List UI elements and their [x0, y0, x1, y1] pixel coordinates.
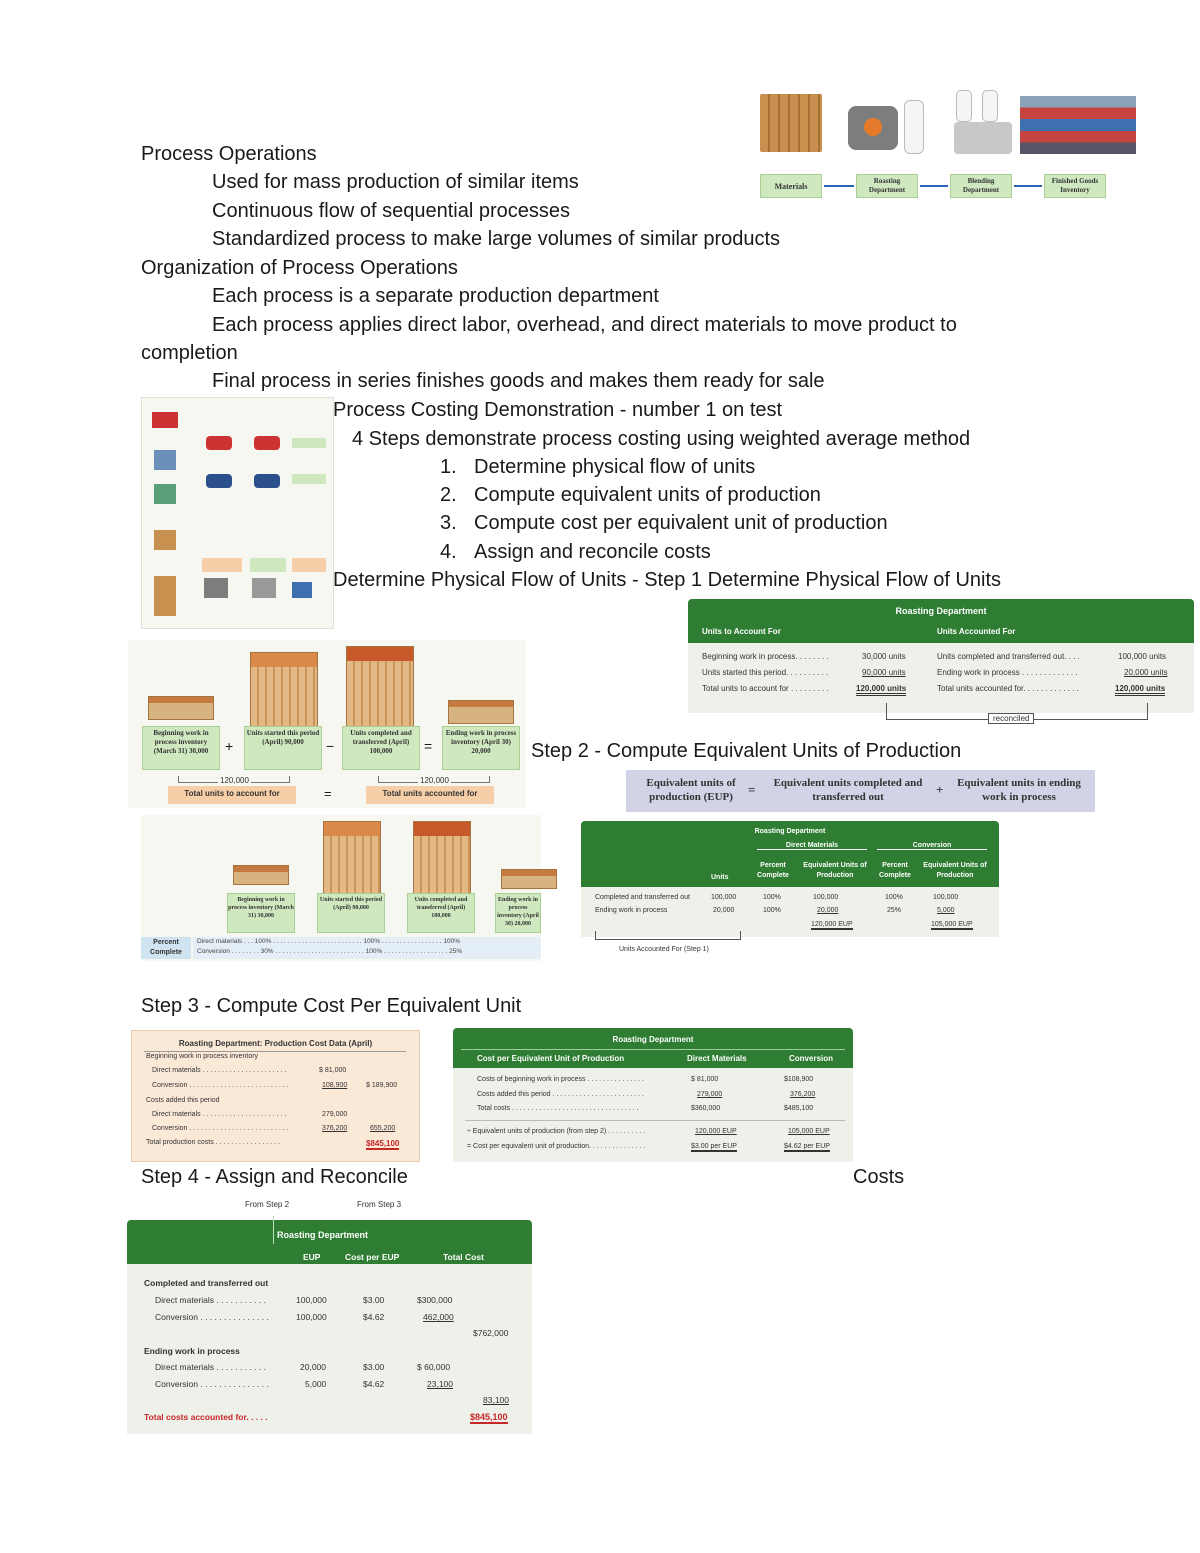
heading-demo: Process Costing Demonstration - number 1 on test [333, 399, 783, 421]
flow-label-roasting: Roasting Department [856, 174, 918, 198]
chef-image [904, 100, 924, 154]
minus-operator: − [326, 738, 335, 754]
col-header: Percent Complete [757, 862, 789, 879]
row-value: $ 81,000 [319, 1067, 347, 1074]
row-value: $300,000 [417, 1295, 453, 1305]
production-cost-data-table [131, 1030, 420, 1162]
grand-total-label: Total costs accounted for. . . . . [144, 1412, 268, 1422]
row-label: Conversion . . . . . . . . . . . . . . . [155, 1312, 269, 1322]
row-value: 5,000 [937, 907, 955, 914]
step-item: Assign and reconcile costs [474, 541, 711, 563]
crate-image [413, 821, 471, 895]
row-label: Total production costs . . . . . . . . . . . . . . . . . [146, 1139, 280, 1146]
section-header: Completed and transferred out [144, 1278, 269, 1288]
grand-total-value: $845,100 [470, 1412, 508, 1422]
row-value: 100,000 [711, 894, 737, 901]
subtotal-label: 120,000 [420, 776, 449, 785]
total-eup-dm: 120,000 EUP [811, 921, 853, 928]
row-label: Conversion . . . . . . . . . . . . . . . . . . . . . . . . . . [152, 1082, 289, 1089]
heading-step4: Step 4 - Assign and Reconcile [141, 1166, 408, 1188]
step-item: Compute cost per equivalent unit of production [474, 512, 888, 534]
row-value: 279,000 [322, 1111, 348, 1118]
row-value: 23,100 [427, 1379, 453, 1389]
chef-image [956, 90, 972, 122]
eup-formula [626, 770, 1095, 812]
row-value: 462,000 [423, 1312, 454, 1322]
units-completed-box: Units completed and transferred (April) 100,000 [342, 726, 420, 770]
from-step3-label: From Step 3 [357, 1200, 402, 1209]
col-header: Units [711, 874, 729, 881]
total-eup-conversion: 105,000 EUP [931, 921, 973, 928]
blending-vat-image [954, 122, 1012, 154]
heading-step4-end: Costs [853, 1166, 905, 1188]
row-value: 20,000 [817, 907, 839, 914]
step4-assign-costs-table [127, 1196, 532, 1434]
flow-arrow [824, 185, 854, 187]
row-label: Total units to account for . . . . . . . . . [702, 684, 829, 693]
figure-icon [154, 450, 176, 470]
flow-arrow [1014, 185, 1042, 187]
cost-per-eup-table [453, 1028, 853, 1162]
row-value: $3.00 [363, 1362, 385, 1372]
bullet-item: Each process is a separate production department [212, 285, 659, 307]
heading-step1: Determine Physical Flow of Units - Step 1 Determine Physical Flow of Units [333, 569, 1002, 591]
roaster-fire-image [864, 118, 882, 136]
row-value: 25% [887, 907, 902, 914]
row-value: 100% [763, 907, 781, 914]
row-value: 5,000 [305, 1379, 327, 1389]
equals-operator: = [424, 738, 433, 754]
raw-materials-image [760, 94, 822, 152]
col-header: Equivalent Units of Production [923, 862, 987, 879]
flow-label-finished-goods: Finished Goods Inventory [1044, 174, 1106, 198]
car-icon [206, 474, 232, 488]
row-label: Costs added this period . . . . . . . . . . . . . . . . . . . . . . . . [477, 1091, 644, 1098]
car-icon [206, 436, 232, 450]
bullet-item: Used for mass production of similar items [212, 171, 579, 193]
crate-image [346, 646, 414, 728]
beginning-wip-box: Beginning work in process inventory (March 31) 30,000 [227, 893, 295, 933]
reconciled-label: reconciled [988, 713, 1034, 724]
row-value: 655,200 [370, 1125, 396, 1132]
table-title: Roasting Department [754, 828, 826, 835]
row-label: Beginning work in process. . . . . . . . [702, 652, 829, 661]
row-value: 100,000 [296, 1295, 327, 1305]
right-column-header: Units Accounted For [937, 627, 1016, 636]
row-value: 30,000 units [862, 652, 906, 661]
beginning-wip-box: Beginning work in process inventory (March 31) 30,000 [142, 726, 220, 770]
flow-arrow [920, 185, 948, 187]
flow-label-blending: Blending Department [950, 174, 1012, 198]
figure-icon [204, 578, 228, 598]
row-label: Units started this period. . . . . . . . . . [702, 668, 829, 677]
row-label: Direct materials . . . . . . . . . . . [155, 1362, 266, 1372]
units-completed-box: Units completed and transferred (April) 100,000 [407, 893, 475, 933]
col-header: Total Cost [443, 1252, 484, 1262]
step-number: 3. [440, 512, 457, 534]
row-label: = Cost per equivalent unit of production. . . . . . . . . . . . . . . [467, 1143, 646, 1150]
table-title: Roasting Department: Production Cost Data (April) [178, 1039, 373, 1048]
from-step2-label: From Step 2 [245, 1200, 290, 1209]
row-value: $ 81,000 [691, 1076, 719, 1083]
step-number: 4. [440, 541, 457, 563]
plus-operator: + [225, 738, 234, 754]
table-title: Roasting Department [277, 1230, 369, 1240]
table-title: Roasting Department [895, 606, 987, 616]
row-value: 100,000 [933, 894, 959, 901]
col-header: Direct Materials [687, 1054, 747, 1063]
demo-subtitle: 4 Steps demonstrate process costing using weighted average method [352, 428, 971, 450]
table-title: Roasting Department [612, 1035, 694, 1044]
heading-process-operations: Process Operations [141, 143, 317, 165]
col-header: Equivalent Units of Production [803, 862, 867, 879]
step-number: 1. [440, 456, 457, 478]
pallet-image [148, 696, 214, 720]
percent-complete-label: Percent Complete [141, 937, 191, 959]
row-value: 20,000 [300, 1362, 326, 1372]
row-label: Total costs . . . . . . . . . . . . . . . . . . . . . . . . . . . . . . . . . [477, 1105, 639, 1112]
left-column-header: Units to Account For [702, 627, 781, 636]
percent-complete-figure [141, 815, 541, 961]
row-total: 120,000 units [856, 684, 906, 696]
section-total: 83,100 [483, 1395, 509, 1405]
units-started-box: Units started this period (April) 90,000 [317, 893, 385, 933]
row-value: 20,000 [713, 907, 735, 914]
bullet-item: Continuous flow of sequential processes [212, 200, 570, 222]
pallet-image [233, 865, 289, 885]
row-value: $4.62 [363, 1379, 385, 1389]
car-icon [254, 436, 280, 450]
step2-note: Units Accounted For (Step 1) [619, 946, 709, 953]
figure-box [292, 438, 326, 448]
cost-per-eup-conversion: $4.62 per EUP [784, 1143, 830, 1150]
col-header: Cost per Equivalent Unit of Production [477, 1054, 625, 1063]
row-value: 90,000 units [862, 668, 906, 677]
row-label: Completed and transferred out [595, 894, 690, 901]
section-header: Ending work in process [144, 1346, 240, 1356]
step-number: 2. [440, 484, 457, 506]
row-value: 279,000 [697, 1091, 723, 1098]
ending-wip-box: Ending work in process inventory (April 30) 20,000 [442, 726, 520, 770]
row-value: 120,000 EUP [695, 1128, 737, 1135]
step-item: Determine physical flow of units [474, 456, 756, 478]
row-label: Beginning work in process inventory [146, 1053, 259, 1060]
equals-operator: = [324, 786, 332, 801]
row-label: Direct materials . . . . . . . . . . . . . . . . . . . . . . [152, 1067, 287, 1074]
row-label: Conversion . . . . . . . . . . . . . . . . . . . . . . . . . . [152, 1125, 289, 1132]
col-header: Cost per EUP [345, 1252, 400, 1262]
row-value: 100% [763, 894, 781, 901]
heading-step3: Step 3 - Compute Cost Per Equivalent Unit [141, 995, 522, 1017]
row-label: Ending work in process . . . . . . . . . . . . . [937, 668, 1078, 677]
bracket [595, 931, 741, 940]
bullet-item: Standardized process to make large volumes of similar products [212, 228, 781, 250]
bullet-item: Final process in series finishes goods and makes them ready for sale [212, 370, 825, 392]
units-started-box: Units started this period (April) 90,000 [244, 726, 322, 770]
row-label: Units completed and transferred out. . . . [937, 652, 1080, 661]
figure-box [292, 474, 326, 484]
heading-step2: Step 2 - Compute Equivalent Units of Production [531, 740, 962, 762]
row-value: $ 189,900 [366, 1082, 398, 1089]
row-value: $108,900 [784, 1076, 814, 1083]
formula-right: Equivalent units in ending work in process [957, 777, 1081, 803]
formula-plus: + [936, 782, 944, 797]
row-value: 20,000 units [1124, 668, 1168, 677]
figure-box [250, 558, 286, 572]
row-value: 100,000 [296, 1312, 327, 1322]
step2-eup-table [581, 821, 999, 963]
row-value: 100,000 units [1118, 652, 1167, 661]
formula-left: Equivalent units of production (EUP) [646, 777, 736, 803]
row-value: $3.00 [363, 1295, 385, 1305]
crate-image [323, 821, 381, 895]
row-label: Direct materials . . . . . . . . . . . . . . . . . . . . . . [152, 1111, 287, 1118]
warehouse-image [1020, 96, 1136, 154]
percent-row-materials: Direct materials . . . 100% . . . . . . . . . . . . . . . . . . . . . . . . . 100% . . . . . . . . . . . . . . . . . 100% [197, 938, 460, 945]
flow-label-materials: Materials [760, 174, 822, 198]
col-header: Percent Complete [879, 862, 911, 879]
row-label: Ending work in process [595, 907, 668, 914]
chef-image [982, 90, 998, 122]
row-label: Costs added this period [146, 1097, 220, 1104]
pallet-image [501, 869, 557, 889]
total-to-account-box: Total units to account for [168, 786, 296, 804]
col-header: Conversion [789, 1054, 834, 1063]
total-accounted-box: Total units accounted for [366, 786, 494, 804]
figure-icon [252, 578, 276, 598]
process-flow-figure [756, 86, 1139, 206]
figure-box [292, 558, 326, 572]
figure-icon [292, 582, 312, 598]
row-value: 108,900 [322, 1082, 348, 1089]
row-label: ÷ Equivalent units of production (from step 2) . . . . . . . . . . [467, 1128, 646, 1135]
row-value: $4.62 [363, 1312, 385, 1322]
bullet-item: Each process applies direct labor, overhead, and direct materials to move product to [212, 314, 957, 336]
row-value: 376,200 [322, 1125, 348, 1132]
figure-icon [154, 576, 176, 616]
row-value: $485,100 [784, 1105, 814, 1112]
figure-icon [154, 530, 176, 550]
cost-per-eup-dm: $3.00 per EUP [691, 1143, 737, 1150]
row-label: Conversion . . . . . . . . . . . . . . . [155, 1379, 269, 1389]
ending-wip-box: Ending work in process inventory (April 30) 20,000 [495, 893, 541, 933]
crate-image [250, 652, 318, 728]
direct-materials-header: Direct Materials [757, 842, 867, 850]
row-value: 100% [885, 894, 903, 901]
step-item: Compute equivalent units of production [474, 484, 821, 506]
row-value: $ 60,000 [417, 1362, 451, 1372]
row-label: Direct materials . . . . . . . . . . . [155, 1295, 266, 1305]
job-vs-process-figure [141, 397, 334, 629]
formula-equals: = [748, 782, 756, 797]
row-value: 376,200 [790, 1091, 816, 1098]
bullet-item-continuation: completion [141, 342, 238, 364]
row-label: Costs of beginning work in process . . . . . . . . . . . . . . . [477, 1076, 644, 1083]
figure-box [202, 558, 242, 572]
row-value: $360,000 [691, 1105, 721, 1112]
row-total: 120,000 units [1115, 684, 1165, 696]
car-icon [254, 474, 280, 488]
figure-icon [152, 412, 178, 428]
pallet-image [448, 700, 514, 724]
figure-icon [154, 484, 176, 504]
physical-flow-figure [128, 640, 526, 808]
formula-mid: Equivalent units completed and transferred out [773, 777, 923, 803]
heading-organization: Organization of Process Operations [141, 257, 458, 279]
conversion-header: Conversion [877, 842, 987, 850]
section-total: $762,000 [473, 1328, 509, 1338]
row-value: 105,000 EUP [788, 1128, 830, 1135]
percent-row-conversion: Conversion . . . . . . . . 30% . . . . . . . . . . . . . . . . . . . . . . . . . 100% . . . . . . . . . . . . . . . . . . 25% [197, 948, 463, 955]
row-value: 100,000 [813, 894, 839, 901]
subtotal-label: 120,000 [220, 776, 249, 785]
col-header: EUP [303, 1252, 321, 1262]
row-label: Total units accounted for. . . . . . . . . . . . . [937, 684, 1079, 693]
total-production-costs: $845,100 [366, 1139, 400, 1148]
step1-units-table [688, 599, 1194, 731]
